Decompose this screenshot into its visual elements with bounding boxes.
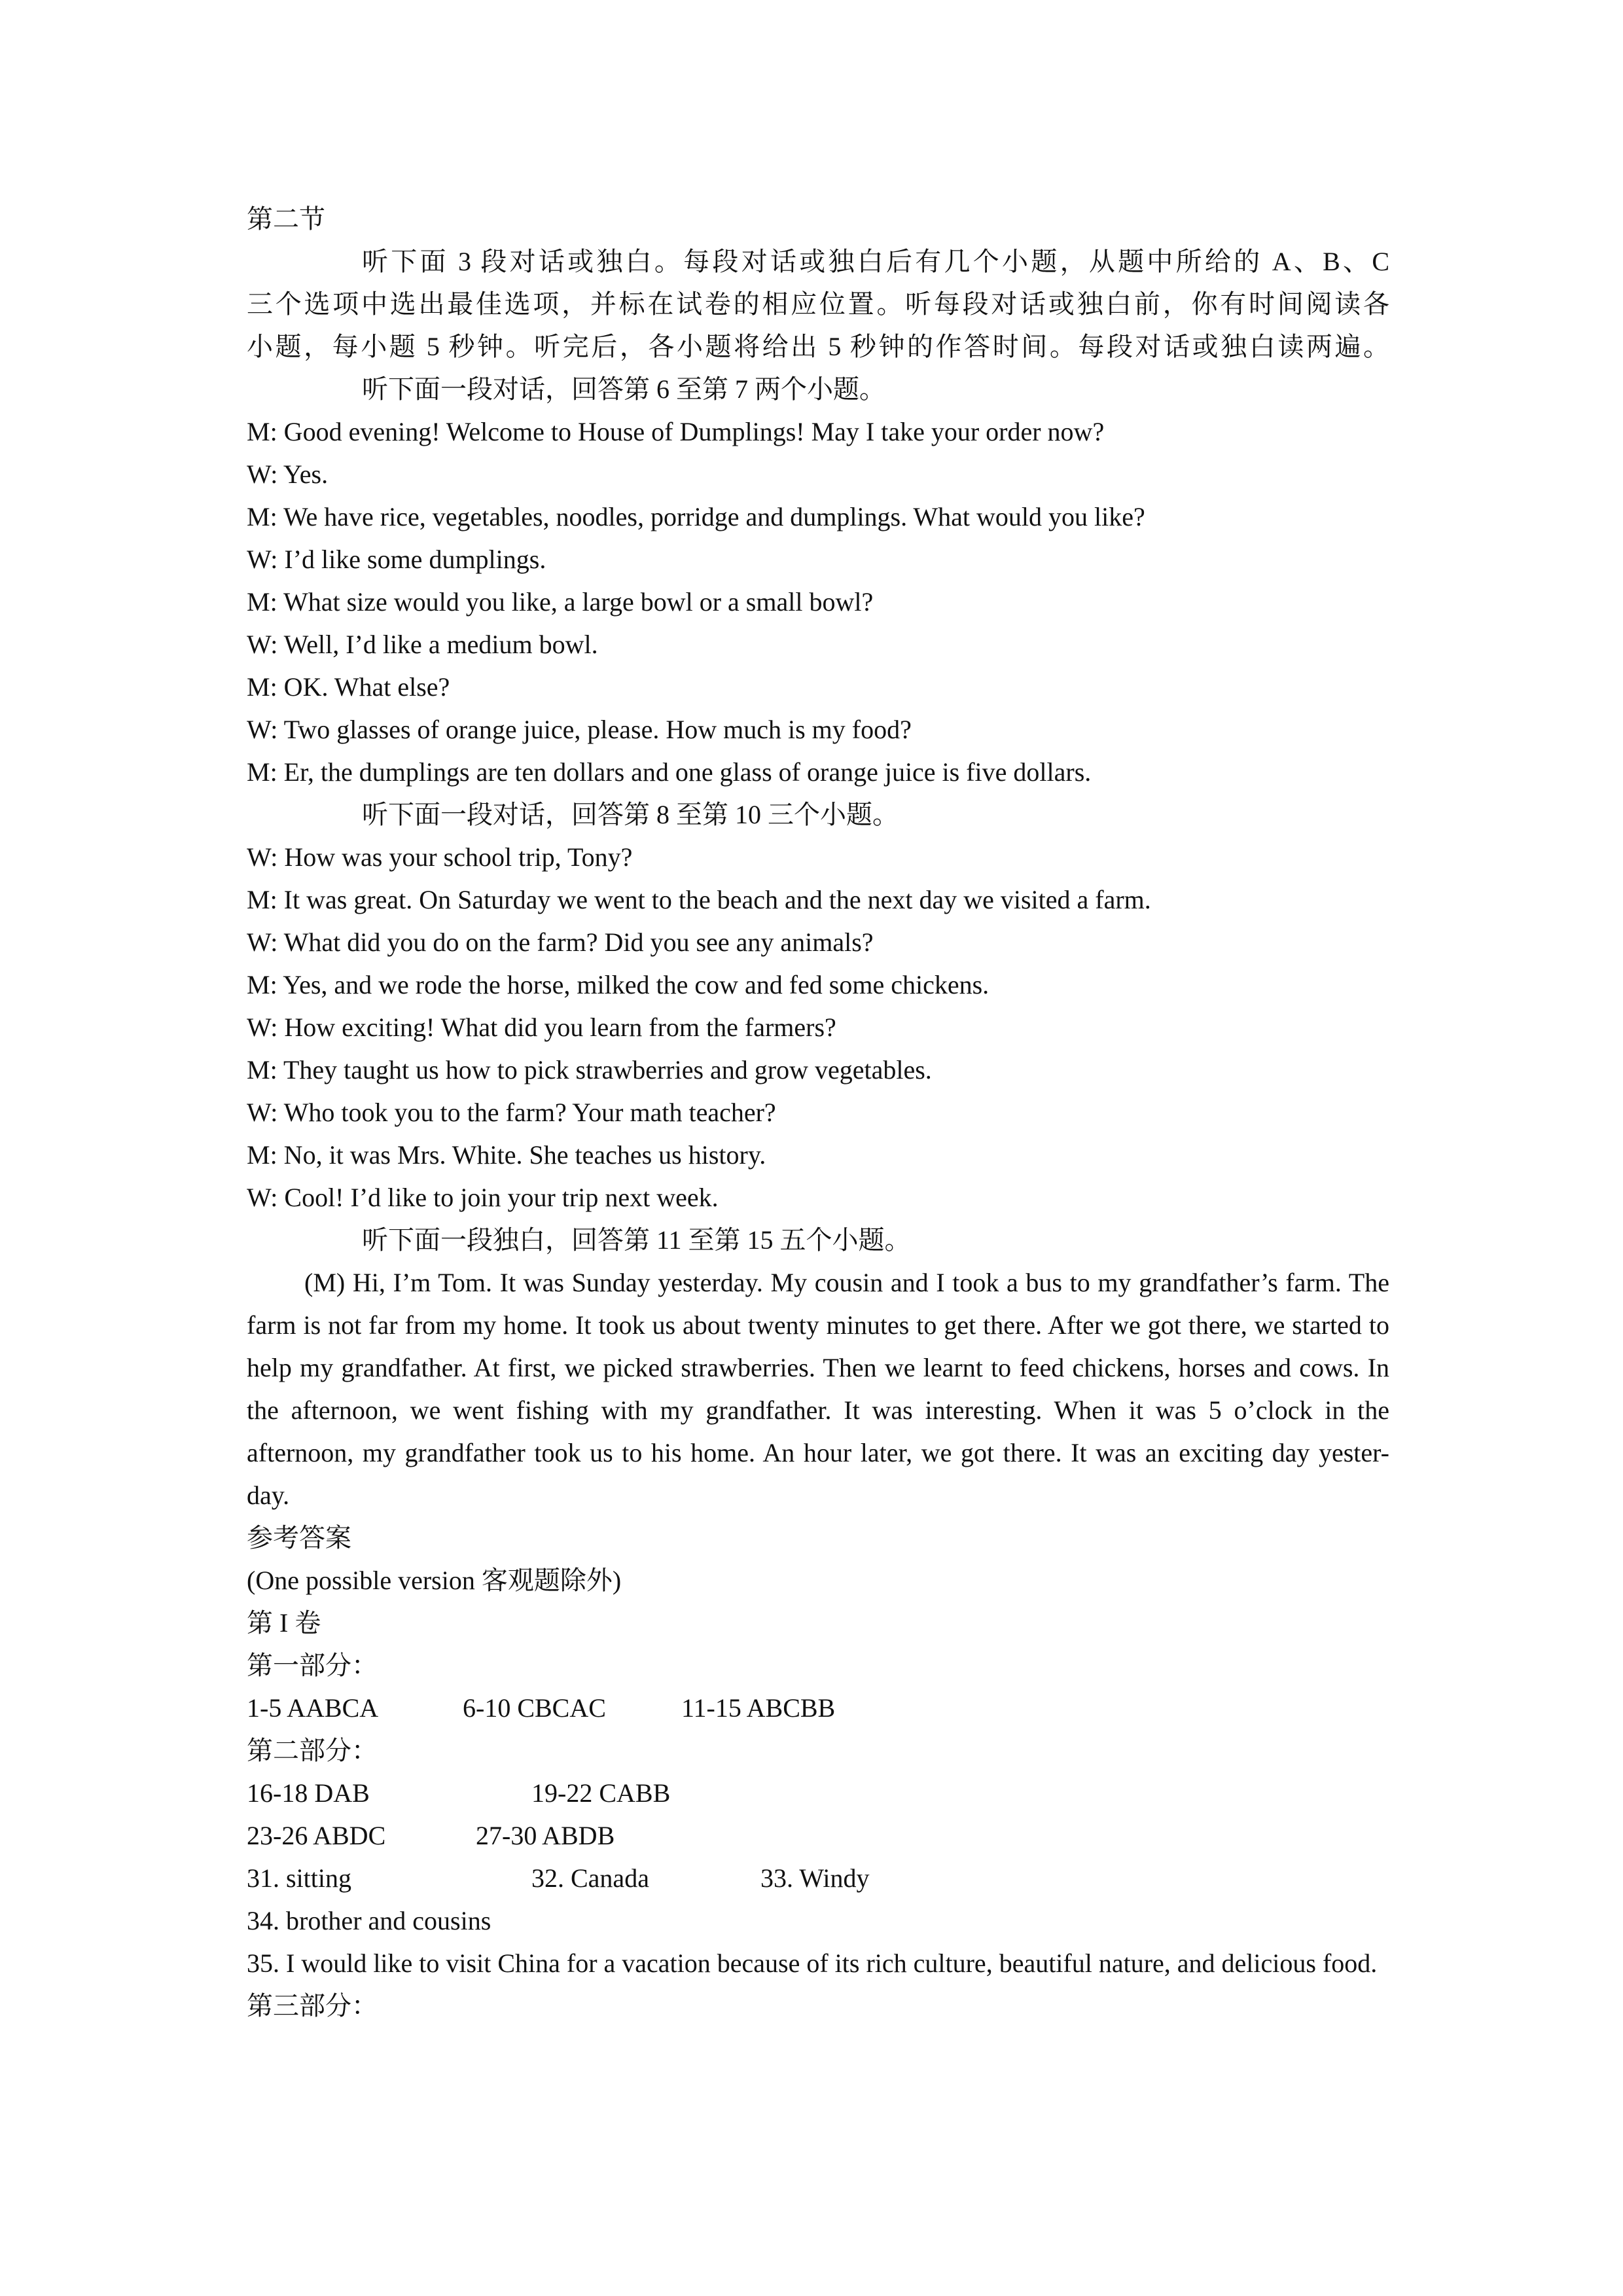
answer-item-34: 34. brother and cousins [247,1906,491,1935]
dialogue1-line: M: OK. What else? [247,672,450,702]
answer-item: 27-30 ABDB [476,1821,615,1850]
instructions-line-3: 小题，每小题 5 秒钟。听完后，各小题将给出 5 秒钟的作答时间。每段对话或独白读两遍。 [247,332,1389,361]
answer-item-35: 35. I would like to visit China for a vacation because of its rich culture, beautiful nature, and delicious food. [247,1948,1378,1978]
answer-item: 32. Canada [531,1863,649,1893]
part2-heading: 第二部分： [247,1736,378,1765]
monologue-intro: 听下面一段独白，回答第 11 至第 15 五个小题。 [362,1225,911,1255]
instructions-line-2: 三个选项中选出最佳选项，并标在试卷的相应位置。听每段对话或独白前，你有时间阅读各 [247,289,1389,319]
dialogue2-line: W: How was your school trip, Tony? [247,842,633,872]
dialogue1-line: M: We have rice, vegetables, noodles, porridge and dumplings. What would you like? [247,502,1145,531]
dialogue1-line: M: Er, the dumplings are ten dollars and one glass of orange juice is five dollars. [247,757,1092,787]
section-heading: 第二节 [247,204,325,234]
answer-item: 33. Windy [760,1863,870,1893]
part2-answers-row-2 [247,1814,1389,1857]
part1-answers [247,1687,1389,1729]
dialogue1-line: W: Yes. [247,459,329,489]
answer-item: 16-18 DAB [247,1778,370,1808]
answers-heading: 参考答案 [247,1523,351,1552]
part3-heading: 第三部分： [247,1991,378,2020]
dialogue2-line: W: How exciting! What did you learn from the farmers? [247,1013,836,1042]
dialogue2-line: W: Who took you to the farm? Your math teacher? [247,1098,776,1127]
dialogue2-line: W: What did you do on the farm? Did you see any animals? [247,927,874,957]
answers-note: (One possible version 客观题除外) [247,1566,622,1595]
volume-heading: 第 I 卷 [247,1608,321,1638]
dialogue2-line: M: Yes, and we rode the horse, milked the cow and fed some chickens. [247,970,990,999]
answer-item: 31. sitting [247,1863,352,1893]
dialogue2-line: M: They taught us how to pick strawberries and grow vegetables. [247,1055,932,1085]
dialogue1-line: M: Good evening! Welcome to House of Dumplings! May I take your order now? [247,417,1105,446]
dialogue1-line: M: What size would you like, a large bowl or a small bowl? [247,587,874,617]
document-page [247,198,1389,2027]
answer-item: 1-5 AABCA [247,1693,379,1723]
dialogue2-line: W: Cool! I’d like to join your trip next week. [247,1183,719,1212]
part2-answers-row-1 [247,1772,1389,1814]
part2-answers-row-3 [247,1857,1389,1899]
dialogue1-line: W: I’d like some dumplings. [247,545,546,574]
dialogue2-line: M: No, it was Mrs. White. She teaches us history. [247,1140,766,1170]
answer-item: 23-26 ABDC [247,1821,386,1850]
instructions-line-1: 听下面 3 段对话或独白。每段对话或独白后有几个小题，从题中所给的 A、B、C [362,247,1389,276]
dialogue1-line: W: Two glasses of orange juice, please. How much is my food? [247,715,912,744]
dialogue2-intro: 听下面一段对话，回答第 8 至第 10 三个小题。 [362,800,899,829]
answer-item: 19-22 CABB [531,1778,671,1808]
dialogue2-line: M: It was great. On Saturday we went to the beach and the next day we visited a farm. [247,885,1151,914]
dialogue1-intro: 听下面一段对话，回答第 6 至第 7 两个小题。 [362,374,885,404]
dialogue1-line: W: Well, I’d like a medium bowl. [247,630,598,659]
monologue-text: (M) Hi, I’m Tom. It was Sunday yesterday. My cousin and I took a bus to my grandfather’s farm. The farm is not far from my home. It took us about twenty minutes to get there. After we got there, we started to help my grandfather. At first, we picked strawberries. Then we learnt to feed chickens, horses and cows. In the afternoon, we went fishing with my grandfather. It was interesting. When it was 5 o’clock in the afternoon, my grandfather took us to his home. An hour later, we got there. It was an exciting day yester- day. [247,1268,1389,1510]
answer-item: 6-10 CBCAC [463,1693,606,1723]
part1-heading: 第一部分： [247,1651,378,1680]
answer-item: 11-15 ABCBB [681,1693,836,1723]
